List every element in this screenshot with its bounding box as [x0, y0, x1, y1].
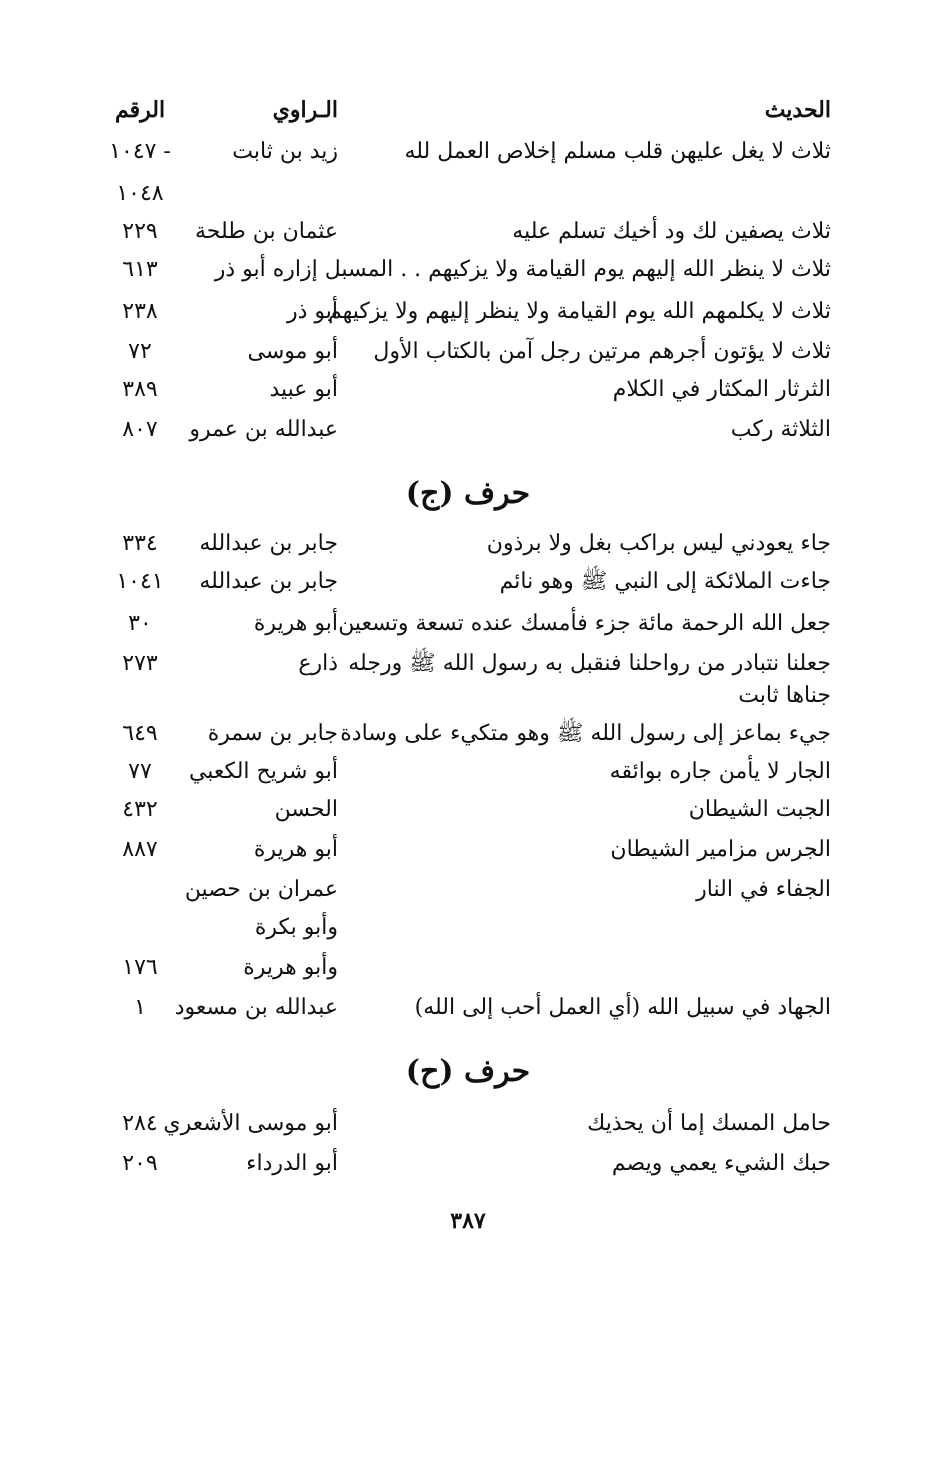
hadith-number: ٣٨٩ — [122, 377, 158, 402]
hadith-text: الجار لا يأمن جاره بوائقه — [609, 759, 831, 784]
hadith-number: ٨٨٧ — [122, 837, 158, 862]
narrator-name: أبو هريرة — [253, 837, 338, 862]
narrator-name: الحسن — [274, 797, 338, 822]
hadith-text: ثلاث لا ينظر الله إليهم يوم القيامة ولا يزكيهم . . المسبل إزاره أبو ذر — [214, 257, 831, 282]
hadith-number: ٢٣٨ — [122, 299, 158, 324]
hadith-number: ٢٧٣ — [122, 651, 158, 676]
hadith-number: ١٧٦ — [122, 955, 158, 980]
hadith-number: ٢٨٤ — [122, 1111, 158, 1136]
narrator-name: ذارع — [298, 651, 338, 676]
hadith-text: جعل الله الرحمة مائة جزء فأمسك عنده تسعة وتسعين — [338, 611, 831, 636]
hadith-number: ٧٧ — [128, 759, 152, 784]
narrator-name: عثمان بن طلحة — [195, 219, 338, 244]
section-heading-ha: حرف (ح) — [405, 1054, 531, 1089]
hadith-text: الجهاد في سبيل الله (أي العمل أحب إلى الله) — [414, 995, 831, 1020]
narrator-name: وأبو هريرة — [243, 955, 338, 980]
hadith-text: حبك الشيء يعمي ويصم — [611, 1151, 831, 1176]
narrator-name: أبو شريح الكعبي — [188, 759, 338, 784]
narrator-name: أبو موسى الأشعري — [163, 1111, 338, 1136]
column-header-narrator: الـراوي — [272, 97, 338, 123]
narrator-name: عمران بن حصين — [184, 877, 338, 902]
hadith-text: جعلنا نتبادر من رواحلنا فنقبل به رسول الله ﷺ ورجله — [348, 651, 831, 676]
hadith-number: ٧٢ — [128, 339, 152, 364]
hadith-text: حامل المسك إما أن يحذيك — [587, 1111, 831, 1136]
hadith-number: ١٠٤٧ - — [109, 139, 171, 164]
hadith-number: ٦١٣ — [122, 257, 158, 282]
hadith-number: ٢٠٩ — [122, 1151, 158, 1176]
hadith-text: الثلاثة ركب — [730, 417, 831, 442]
narrator-name: عبدالله بن عمرو — [189, 417, 338, 442]
narrator-name: عبدالله بن مسعود — [174, 995, 338, 1020]
narrator-name: أبو موسى — [247, 339, 338, 364]
hadith-text: الجفاء في النار — [696, 877, 831, 902]
narrator-name: أبو عبيد — [269, 377, 338, 402]
narrator-name: زيد بن ثابت — [232, 139, 338, 164]
section-heading-jim: حرف (ج) — [405, 476, 531, 511]
hadith-number: ٣٣٤ — [122, 531, 158, 556]
hadith-text: الجرس مزامير الشيطان — [610, 837, 831, 862]
hadith-number: ٦٤٩ — [122, 721, 158, 746]
hadith-text: الجبت الشيطان — [688, 797, 831, 822]
hadith-text: الثرثار المكثار في الكلام — [612, 377, 831, 402]
narrator-name: وأبو بكرة — [254, 915, 338, 940]
hadith-text: جاءت الملائكة إلى النبي ﷺ وهو نائم — [499, 569, 831, 594]
narrator-name: جابر بن عبدالله — [199, 569, 338, 594]
narrator-name: جابر بن عبدالله — [199, 531, 338, 556]
narrator-name: جابر بن سمرة — [207, 721, 338, 746]
column-header-hadith: الحديث — [764, 97, 831, 123]
hadith-number: ١٠٤١ — [116, 569, 164, 594]
page-number: ٣٨٧ — [450, 1208, 486, 1234]
hadith-number: ٣٠ — [128, 611, 152, 636]
column-header-number: الرقم — [114, 97, 166, 123]
hadith-text: ثلاث لا يكلمهم الله يوم القيامة ولا ينظر إليهم ولا يزكيهم — [327, 299, 831, 324]
hadith-number: ٢٢٩ — [122, 219, 158, 244]
hadith-text: ثلاث لا يؤتون أجرهم مرتين رجل آمن بالكتاب الأول — [373, 339, 831, 364]
narrator-name: أبو الدرداء — [246, 1151, 338, 1176]
hadith-text: جيء بماعز إلى رسول الله ﷺ وهو متكيء على وسادة — [340, 721, 831, 746]
hadith-text: ثلاث لا يغل عليهن قلب مسلم إخلاص العمل لله — [404, 139, 831, 164]
hadith-number: ٤٣٢ — [122, 797, 158, 822]
hadith-text: ثلاث يصفين لك ود أخيك تسلم عليه — [512, 219, 831, 244]
narrator-name: أبو ذر — [286, 299, 338, 324]
hadith-text-continued: جناها ثابت — [738, 683, 831, 708]
hadith-number: ٨٠٧ — [122, 417, 158, 442]
hadith-text: جاء يعودني ليس براكب بغل ولا برذون — [486, 531, 831, 556]
hadith-number: ١٠٤٨ — [116, 181, 164, 206]
hadith-number: ١ — [134, 995, 146, 1020]
narrator-name: أبو هريرة — [253, 611, 338, 636]
